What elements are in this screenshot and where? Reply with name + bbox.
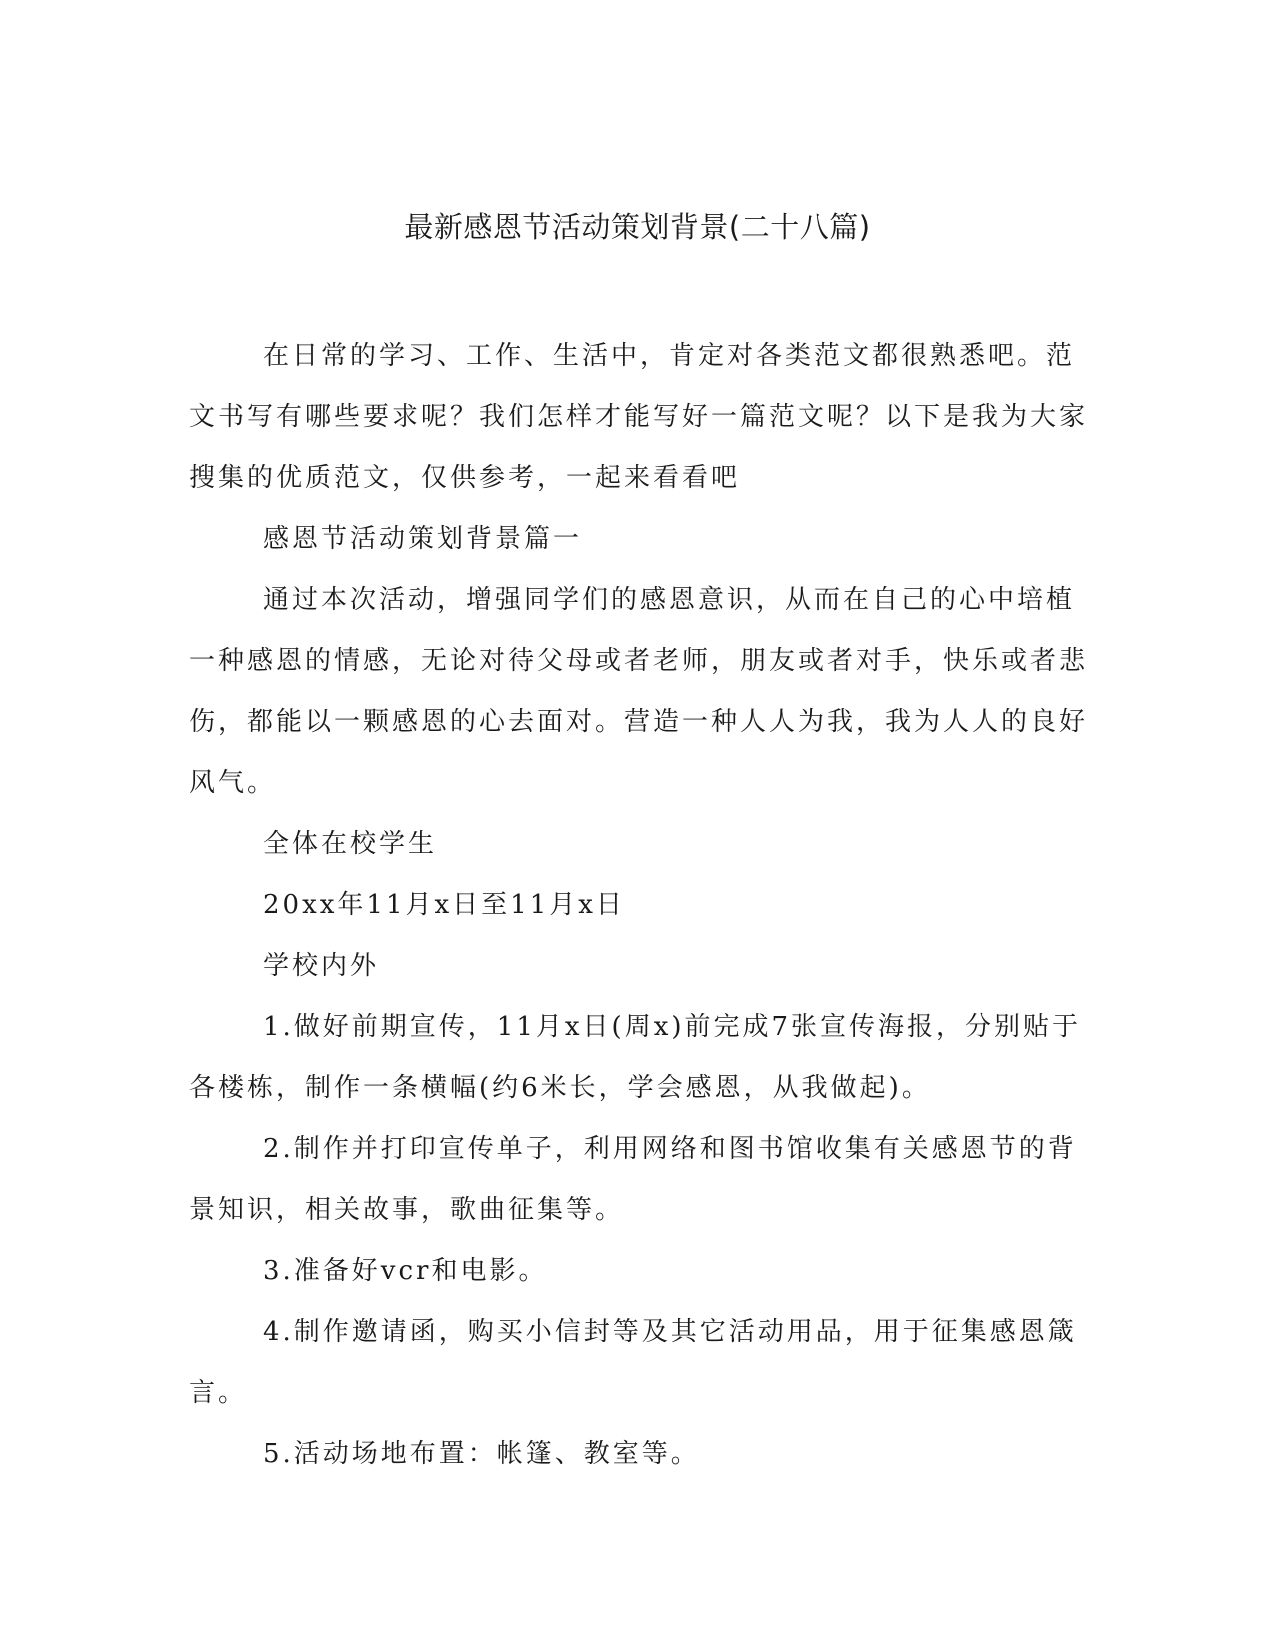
document-title: 最新感恩节活动策划背景(二十八篇) bbox=[404, 210, 871, 244]
location-line: 学校内外 bbox=[263, 951, 380, 981]
purpose-paragraph: 通过本次活动，增强同学们的感恩意识，从而在自己的心中培植一种感恩的情感，无论对待父母或者老师，朋友或者对手，快乐或者悲伤，都能以一颗感恩的心去面对。营造一种人人为我，我为人人的良好风气。 bbox=[189, 585, 1089, 798]
date-line: 20xx年11月x日至11月x日 bbox=[263, 890, 625, 920]
step-2-paragraph: 2.制作并打印宣传单子，利用网络和图书馆收集有关感恩节的背景知识，相关故事，歌曲征集等。 bbox=[189, 1134, 1077, 1225]
step-4-paragraph: 4.制作邀请函，购买小信封等及其它活动用品，用于征集感恩箴言。 bbox=[189, 1317, 1077, 1408]
step-5-paragraph: 5.活动场地布置：帐篷、教室等。 bbox=[263, 1439, 700, 1469]
section-heading: 感恩节活动策划背景篇一 bbox=[263, 524, 583, 554]
participants-line: 全体在校学生 bbox=[263, 829, 438, 859]
intro-paragraph: 在日常的学习、工作、生活中，肯定对各类范文都很熟悉吧。范文书写有哪些要求呢？我们怎样才能写好一篇范文呢？以下是我为大家搜集的优质范文，仅供参考，一起来看看吧 bbox=[189, 341, 1089, 493]
document-body bbox=[189, 326, 1089, 1485]
step-3-paragraph: 3.准备好vcr和电影。 bbox=[263, 1256, 548, 1286]
step-1-paragraph: 1.做好前期宣传，11月x日(周x)前完成7张宣传海报，分别贴于各楼栋，制作一条横幅(约6米长，学会感恩，从我做起)。 bbox=[189, 1012, 1082, 1103]
